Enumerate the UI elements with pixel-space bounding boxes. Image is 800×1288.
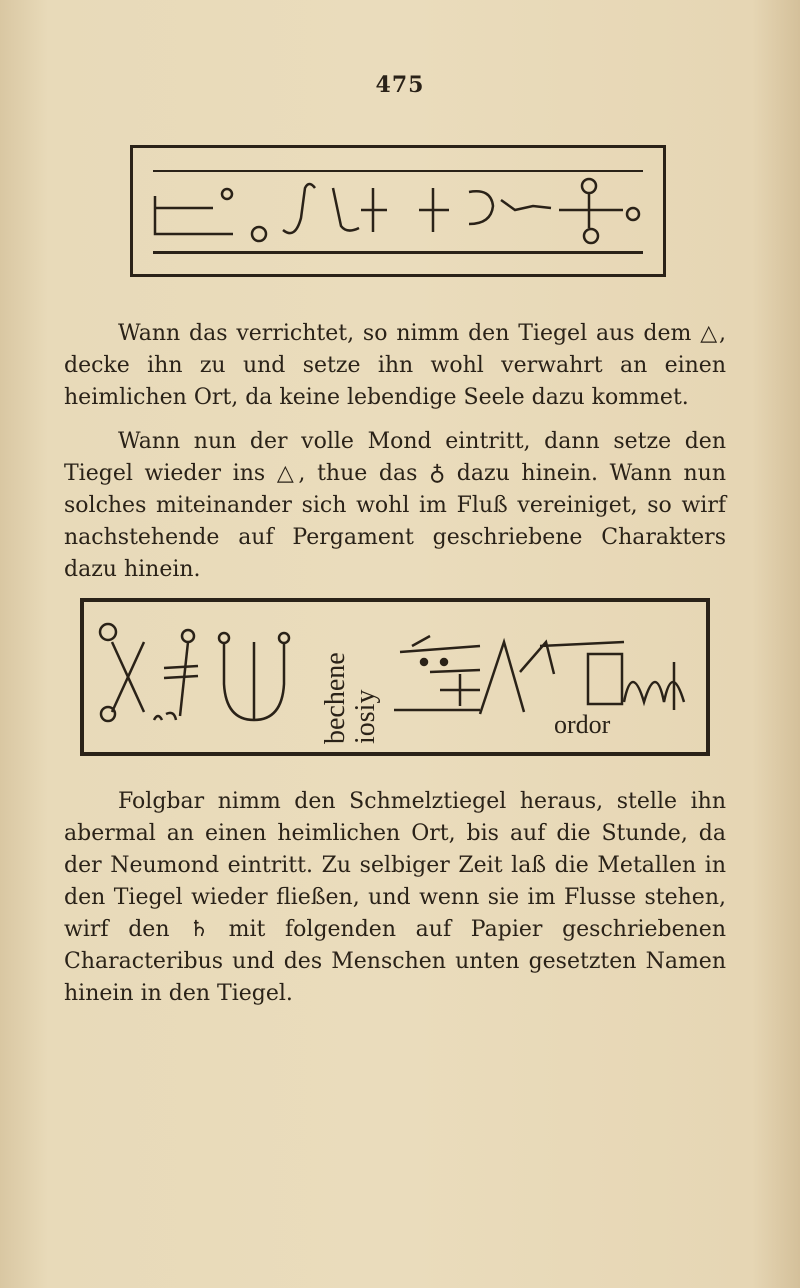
magic-characters-top — [133, 148, 663, 274]
characters-box-bottom — [80, 598, 710, 756]
paragraph-1: Wann das verrichtet, so nimm den Tiegel aus dem △, decke ihn zu und setze ihn wohl verwahrt an einen heimlichen Ort, da keine lebendige Seele dazu kommet. — [64, 321, 726, 410]
magic-characters-bottom — [84, 602, 706, 752]
box-word-2: iosiy — [350, 689, 381, 744]
box-word-1: bechene — [320, 652, 351, 744]
box-word-3: ordor — [554, 710, 611, 739]
page-number: 475 — [375, 72, 425, 98]
characters-box-top — [130, 145, 666, 277]
paragraph-3: Folgbar nimm den Schmelztiegel heraus, stelle ihn abermal an einen heimlichen Ort, bis auf die Stunde, da der Neumond eintritt. Zu selbiger Zeit laß die Metallen in den Tiegel wieder fließen, und wenn sie im Flusse stehen, wirf den ♄ mit folgenden auf Papier geschriebenen Characteribus und des Menschen unten gesetzten Namen hinein in den Tiegel. — [64, 789, 726, 1006]
paragraph-2: Wann nun der volle Mond eintritt, dann setze den Tiegel wieder ins △, thue das ♁ dazu hinein. Wann nun solches miteinander sich wohl im Fluß vereiniget, so wirf nachstehende auf Pergament geschriebene Charakters dazu hinein. — [64, 429, 726, 582]
